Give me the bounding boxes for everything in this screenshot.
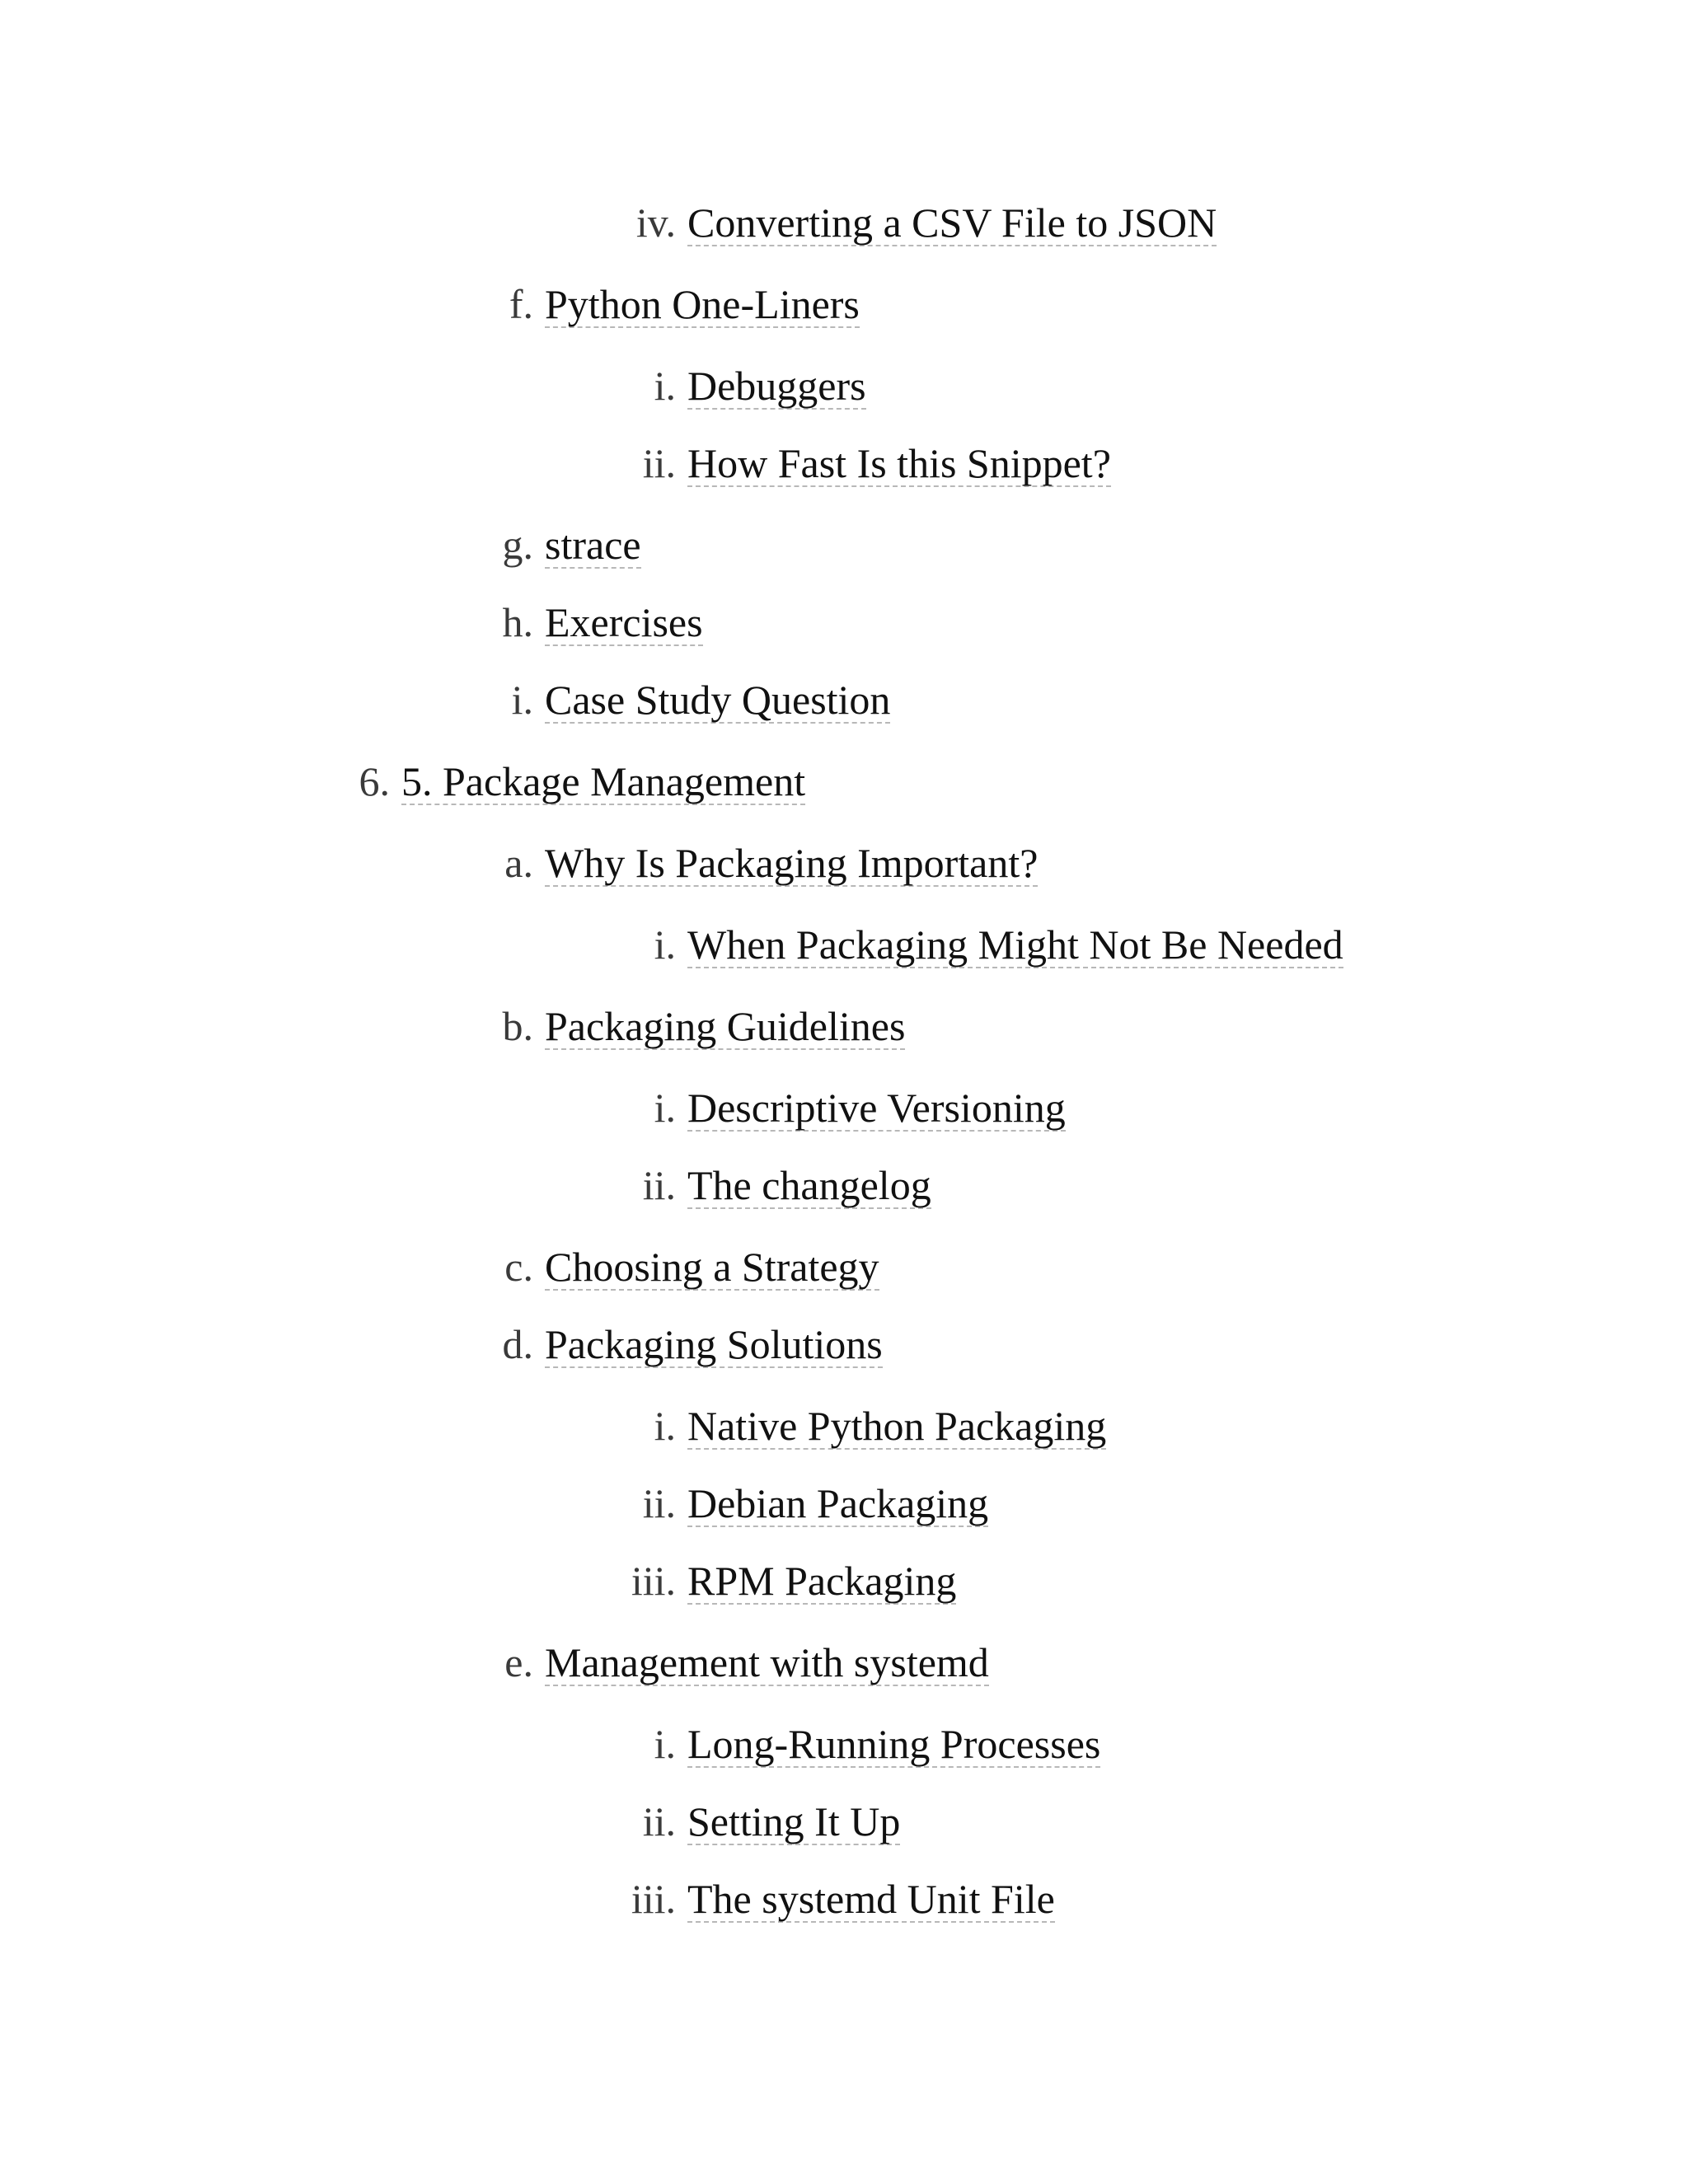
toc-entry-number: i. — [511, 677, 533, 723]
toc-entry-link[interactable]: Python One-Liners — [545, 281, 860, 327]
toc-entry — [552, 1397, 1106, 1455]
toc-entry — [266, 752, 805, 810]
toc-entry-number: a. — [504, 840, 533, 886]
toc-entry-link[interactable]: Native Python Packaging — [687, 1403, 1107, 1449]
toc-entry-link[interactable]: Packaging Solutions — [545, 1321, 883, 1367]
toc-entry — [410, 1238, 879, 1296]
toc-entry-number: iv. — [635, 199, 676, 246]
toc-entry-number: g. — [502, 522, 533, 568]
toc-entry — [552, 1552, 956, 1610]
toc-entry-link[interactable]: strace — [545, 522, 641, 568]
toc-entry-number: iii. — [631, 1876, 676, 1922]
toc-entry — [552, 1474, 988, 1532]
toc-entry-link[interactable]: Exercises — [545, 599, 703, 645]
toc-entry-number: i. — [654, 1721, 676, 1767]
toc-entry-link[interactable]: Debuggers — [687, 363, 866, 409]
toc-entry-link[interactable]: When Packaging Might Not Be Needed — [687, 921, 1343, 968]
toc-entry-link[interactable]: Management with systemd — [545, 1639, 989, 1685]
toc-entry-link[interactable]: Debian Packaging — [687, 1480, 989, 1526]
toc-entry-number: b. — [502, 1003, 533, 1049]
toc-entry-link[interactable]: RPM Packaging — [687, 1558, 957, 1604]
toc-entry-link[interactable]: The systemd Unit File — [687, 1876, 1055, 1922]
toc-entry-link[interactable]: Why Is Packaging Important? — [545, 840, 1039, 886]
toc-entry — [410, 834, 1038, 892]
toc-entry — [552, 194, 1217, 251]
toc-entry-link[interactable]: Packaging Guidelines — [545, 1003, 906, 1049]
toc-entry-number: 6. — [359, 758, 390, 804]
toc-entry-number: ii. — [642, 1162, 676, 1208]
toc-entry — [410, 1315, 883, 1373]
toc-entry-link[interactable]: Descriptive Versioning — [687, 1085, 1066, 1131]
toc-entry-number: i. — [654, 921, 676, 968]
toc-entry — [552, 916, 1343, 973]
toc-entry-number: ii. — [642, 1480, 676, 1526]
toc-entry — [410, 516, 641, 574]
toc-entry-number: ii. — [642, 440, 676, 486]
toc-entry — [552, 1715, 1100, 1773]
toc-entry — [552, 1079, 1066, 1137]
toc-entry — [552, 1870, 1055, 1928]
toc-entry — [410, 275, 860, 333]
toc-entry-number: h. — [502, 599, 533, 645]
toc-entry-link[interactable]: The changelog — [687, 1162, 931, 1208]
toc-entry-number: i. — [654, 1085, 676, 1131]
toc-entry-number: i. — [654, 363, 676, 409]
toc-entry-link[interactable]: How Fast Is this Snippet? — [687, 440, 1111, 486]
toc-entry — [410, 671, 890, 729]
toc-entry — [410, 997, 905, 1055]
toc-entry-link[interactable]: Choosing a Strategy — [545, 1244, 879, 1290]
toc-entry-link[interactable]: Long-Running Processes — [687, 1721, 1101, 1767]
toc-entry — [552, 1793, 900, 1850]
toc-entry-number: e. — [504, 1639, 533, 1685]
toc-entry-link[interactable]: 5. Package Management — [401, 758, 806, 804]
toc-entry-link[interactable]: Case Study Question — [545, 677, 891, 723]
toc-entry-number: d. — [502, 1321, 533, 1367]
toc-entry — [410, 593, 703, 651]
toc-entry-number: c. — [504, 1244, 533, 1290]
toc-entry-link[interactable]: Setting It Up — [687, 1798, 901, 1844]
toc-entry-number: f. — [509, 281, 533, 327]
toc-entry — [552, 357, 866, 415]
toc-entry-number: i. — [654, 1403, 676, 1449]
toc-entry-number: iii. — [631, 1558, 676, 1604]
toc-entry — [552, 434, 1111, 492]
toc-entry-number: ii. — [642, 1798, 676, 1844]
toc-entry-link[interactable]: Converting a CSV File to JSON — [687, 199, 1217, 246]
toc-entry — [410, 1633, 989, 1691]
toc-entry — [552, 1156, 931, 1214]
